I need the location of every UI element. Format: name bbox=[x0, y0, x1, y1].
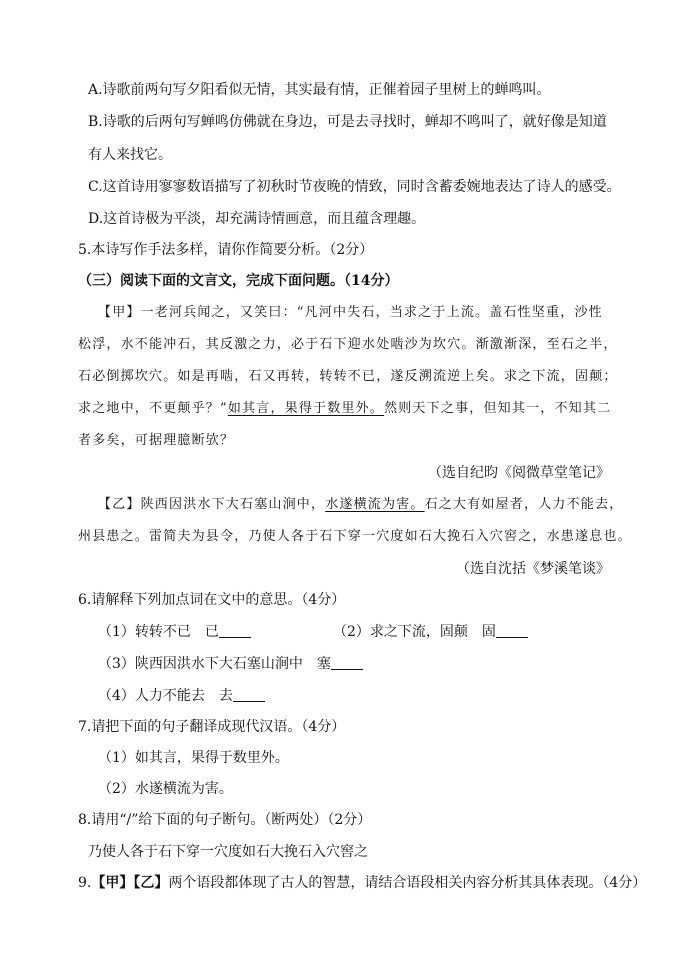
source-yi: （选自沈括《梦溪笔谈》 bbox=[456, 561, 610, 577]
q9-number: 9. bbox=[78, 875, 92, 891]
question-5: 5.本诗写作手法多样，请你作简要分析。（2分） bbox=[78, 242, 374, 258]
section-3-heading: （三）阅读下面的文言文，完成下面问题。（14分） bbox=[78, 273, 399, 289]
q6-item-1 bbox=[98, 622, 251, 642]
source-jia: （选自纪昀《阅微草堂笔记》 bbox=[428, 465, 610, 481]
answer-blank[interactable] bbox=[219, 623, 251, 638]
underlined-sentence-yi: 水遂横流为害。 bbox=[325, 497, 425, 512]
q6-item-3 bbox=[98, 654, 363, 674]
question-7: 7.请把下面的句子翻译成现代汉语。（4分） bbox=[78, 719, 346, 735]
passage-yi-line2: 州县患之。雷简夫为县令，乃使人各于石下穿一穴度如石大挽石入穴窖之，水患遂息也。 bbox=[78, 529, 632, 544]
q6-item-4-text: （4）人力不能去 去 bbox=[98, 688, 233, 704]
passage-jia-line4 bbox=[78, 399, 611, 419]
answer-blank[interactable] bbox=[233, 687, 265, 702]
question-6: 6.请解释下列加点词在文中的意思。（4分） bbox=[78, 592, 346, 608]
passage-yi-line1-end: 石之大有如屋者，人力不能去， bbox=[424, 497, 624, 512]
q6-item-3-text: （3）陕西因洪水下大石塞山涧中 塞 bbox=[98, 656, 331, 672]
passage-jia-line5: 者多矣，可据理臆断欤？ bbox=[78, 433, 235, 448]
q9-text: 两个语段都体现了古人的智慧，请结合语段相关内容分析其具体表现。（4分） bbox=[168, 875, 647, 891]
q6-item-4 bbox=[98, 686, 265, 706]
q7-item-2: （2）水遂横流为害。 bbox=[98, 781, 233, 797]
q6-item-1-text: （1）转转不已 已 bbox=[98, 624, 219, 640]
question-9 bbox=[78, 873, 646, 893]
passage-yi-line1-start: 【乙】陕西因洪水下大石塞山涧中， bbox=[98, 497, 326, 512]
passage-jia-line2: 松浮，水不能冲石，其反激之力，必于石下迎水处啮沙为坎穴。渐激渐深，至石之半， bbox=[78, 337, 618, 352]
q9-passage-labels: 【甲】【乙】 bbox=[91, 875, 169, 891]
passage-yi-line1 bbox=[98, 495, 623, 515]
option-a: A.诗歌前两句写夕阳看似无情，其实最有情，正催着园子里树上的蝉鸣叫。 bbox=[88, 82, 551, 98]
q7-item-1: （1）如其言，果得于数里外。 bbox=[98, 750, 289, 766]
option-c: C.这首诗用寥寥数语描写了初秋时节夜晚的情致，同时含蓄委婉地表达了诗人的感受。 bbox=[88, 179, 621, 195]
answer-blank[interactable] bbox=[496, 623, 528, 638]
passage-jia-line1: 【甲】一老河兵闻之，又笑曰：“凡河中失石，当求之于上流。盖石性坚重，沙性 bbox=[98, 305, 603, 320]
option-b-line1: B.诗歌的后两句写蝉鸣仿佛就在身边，可是去寻找时，蝉却不鸣叫了，就好像是知道 bbox=[88, 114, 607, 130]
q6-item-2-text: （2）求之下流，固颠 固 bbox=[333, 624, 496, 640]
option-d: D.这首诗极为平淡，却充满诗情画意，而且蕴含理趣。 bbox=[88, 211, 426, 227]
passage-jia-line4-end: 然则天下之事，但知其一，不知其二 bbox=[384, 401, 612, 416]
question-8: 8.请用“/”给下面的句子断句。（断两处）（2分） bbox=[78, 812, 372, 828]
passage-jia-line3: 石必倒掷坎穴。如是再啮，石又再转，转转不已，遂反溯流逆上矣。求之下流，固颠； bbox=[78, 369, 618, 384]
option-b-line2: 有人来找它。 bbox=[88, 147, 172, 163]
q8-sentence: 乃使人各于石下穿一穴度如石大挽石入穴窖之 bbox=[88, 844, 368, 860]
passage-jia-line4-start: 求之地中，不更颠乎？” bbox=[78, 401, 228, 416]
underlined-sentence-jia: 如其言，果得于数里外。 bbox=[227, 401, 385, 416]
q6-item-2 bbox=[333, 622, 528, 642]
answer-blank[interactable] bbox=[331, 655, 363, 670]
